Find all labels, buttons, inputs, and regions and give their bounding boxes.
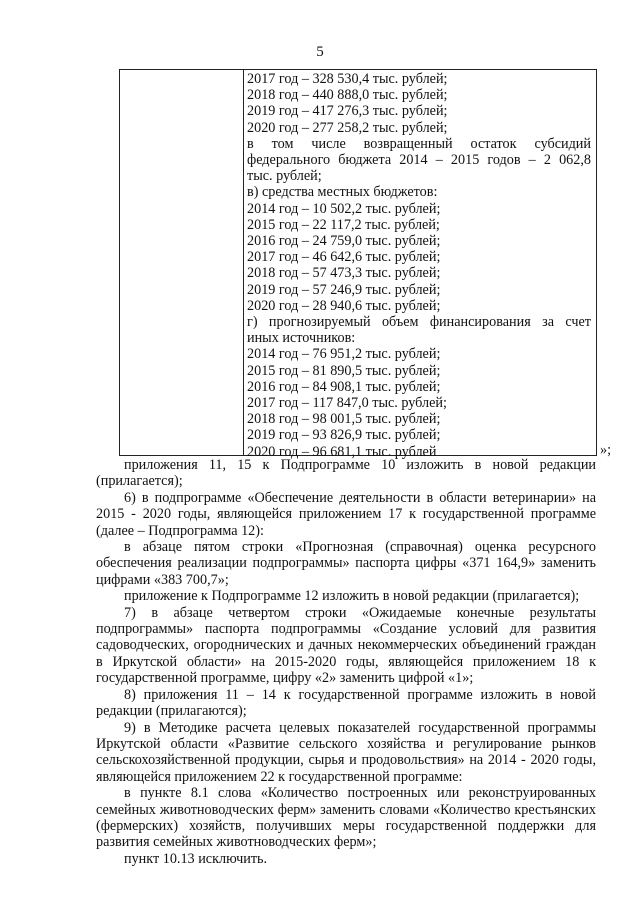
table-line: 2014 год – 10 502,2 тыс. рублей; xyxy=(247,200,441,217)
table-line: 2020 год – 96 681,1 тыс. рублей xyxy=(247,443,437,460)
paragraph: в пункте 8.1 слова «Количество построенных или реконструированных семейных животноводческих ферм» заменить словами «Количество крестьянских (фермерских) хозяйств, получивших меры государственной поддержки для развития семейных животноводческих ферм»; xyxy=(96,785,596,851)
page-number: 5 xyxy=(316,44,324,60)
table-closing-quote: »; xyxy=(600,442,612,458)
funding-table xyxy=(119,69,597,460)
table-line: г) прогнозируемый объем финансирования за счет xyxy=(247,314,591,331)
document-body xyxy=(96,457,596,867)
table-line: 2019 год – 57 246,9 тыс. рублей; xyxy=(247,281,441,298)
table-line: 2017 год – 328 530,4 тыс. рублей; xyxy=(247,71,448,87)
paragraph: приложения 11, 15 к Подпрограмме 10 изложить в новой редакции (прилагается); xyxy=(96,457,596,490)
table-line: 2020 год – 277 258,2 тыс. рублей; xyxy=(247,119,448,136)
paragraph: 8) приложения 11 – 14 к государственной программе изложить в новой редакции (прилагаются); xyxy=(96,686,596,720)
funding-table-cell xyxy=(247,71,591,460)
table-line: 2018 год – 57 473,3 тыс. рублей; xyxy=(247,265,441,282)
paragraph: приложение к Подпрограмме 12 изложить в новой редакции (прилагается); xyxy=(124,588,580,605)
table-line: 2015 год – 81 890,5 тыс. рублей; xyxy=(247,362,441,379)
table-line: федерального бюджета 2014 – 2015 годов – 2 062,8 xyxy=(247,152,591,169)
table-line: тыс. рублей; xyxy=(247,168,322,185)
table-line: 2016 год – 84 908,1 тыс. рублей; xyxy=(247,378,441,395)
table-line: 2018 год – 440 888,0 тыс. рублей; xyxy=(247,87,448,104)
paragraph: 9) в Методике расчета целевых показателей государственной программы Иркутской области «Развитие сельского хозяйства и регулирование рынков сельскохозяйственной продукции, сырья и продовольствия» на 2014 - 2020 годы, являющейся приложением 22 к государственной программе: xyxy=(96,719,596,785)
table-line: 2017 год – 46 642,6 тыс. рублей; xyxy=(247,249,441,266)
table-line: в) средства местных бюджетов: xyxy=(247,184,438,201)
paragraph: в абзаце пятом строки «Прогнозная (справочная) оценка ресурсного обеспечения реализации подпрограммы» паспорта цифры «371 164,9» заменить цифрами «383 700,7»; xyxy=(96,539,596,588)
table-line: 2019 год – 417 276,3 тыс. рублей; xyxy=(247,103,448,120)
table-line: 2017 год – 117 847,0 тыс. рублей; xyxy=(247,395,447,412)
table-line: 2019 год – 93 826,9 тыс. рублей; xyxy=(247,427,441,444)
table-column-divider xyxy=(243,70,244,455)
paragraph: 6) в подпрограмме «Обеспечение деятельности в области ветеринарии» на 2015 - 2020 годы, являющейся приложением 17 к государственной программе (далее – Подпрограмма 12): xyxy=(96,489,596,539)
table-line: 2015 год – 22 117,2 тыс. рублей; xyxy=(247,216,440,233)
table-line: 2020 год – 28 940,6 тыс. рублей; xyxy=(247,297,441,314)
paragraph: 7) в абзаце четвертом строки «Ожидаемые конечные результаты подпрограммы» паспорта подпрограммы «Создание условий для развития садоводческих, огороднических и дачных некоммерческих объединений граждан в Иркутской области» на 2015-2020 годы, являющейся приложением 18 к государственной программе, цифру «2» заменить цифрой «1»; xyxy=(96,604,596,687)
table-line: 2018 год – 98 001,5 тыс. рублей; xyxy=(247,411,441,428)
paragraph: пункт 10.13 исключить. xyxy=(124,850,268,867)
table-line: 2016 год – 24 759,0 тыс. рублей; xyxy=(247,233,441,250)
table-line: в том числе возвращенный остаток субсидий xyxy=(247,135,591,152)
table-line: 2014 год – 76 951,2 тыс. рублей; xyxy=(247,346,441,363)
table-line: иных источников: xyxy=(247,330,356,347)
